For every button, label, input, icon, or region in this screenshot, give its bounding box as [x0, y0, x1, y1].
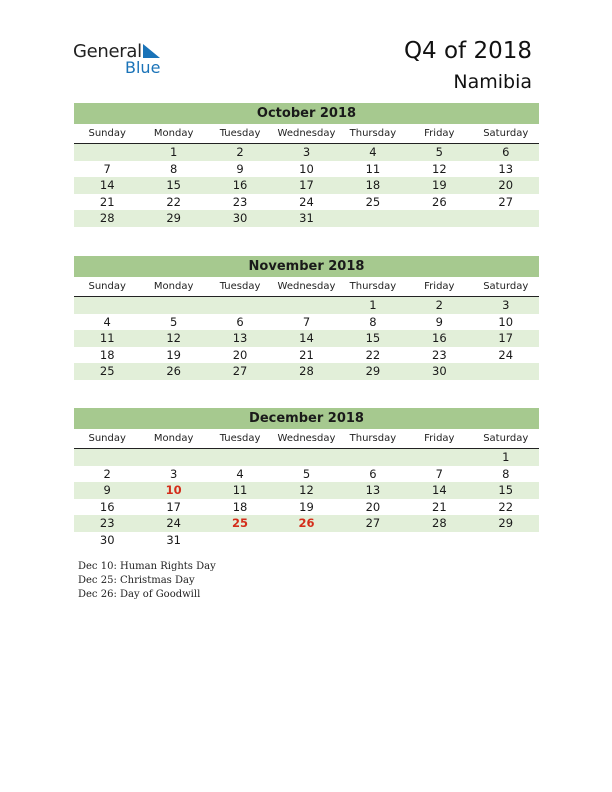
week-row: [74, 330, 539, 347]
day-cell: 29: [166, 211, 181, 225]
day-cell: [340, 210, 406, 227]
day-cell: 5: [169, 314, 178, 329]
day-cell: 13: [365, 483, 381, 497]
holiday-note: Dec 10: Human Rights Day: [78, 561, 216, 572]
day-cell: 4: [103, 314, 111, 329]
day-cell: 16: [432, 331, 447, 345]
day-cell: 28: [99, 211, 115, 225]
day-cell: 2: [435, 298, 443, 312]
month-october: [74, 103, 539, 227]
day-cell: 18: [365, 178, 381, 192]
day-cell: 14: [99, 178, 115, 192]
weekday-label: Sunday: [88, 281, 126, 292]
day-cell: 28: [432, 516, 447, 530]
day-cell: 6: [369, 466, 377, 481]
day-cell: 1: [369, 298, 377, 312]
day-cell: [140, 449, 206, 466]
day-cell: [74, 297, 140, 314]
day-cell: 24: [166, 516, 181, 530]
day-cell: 21: [432, 499, 447, 514]
week-row: [74, 210, 539, 227]
holiday-day-cell: 26: [298, 516, 315, 530]
day-cell: [74, 449, 140, 466]
day-cell: [273, 532, 339, 549]
week-row: [74, 532, 539, 549]
week-row: [74, 144, 539, 161]
weekday-label: Sunday: [88, 128, 126, 139]
day-cell: 19: [299, 499, 314, 514]
weekday-label: Friday: [424, 433, 455, 444]
day-cell: 23: [432, 347, 447, 362]
day-cell: 18: [99, 347, 115, 362]
day-cell: 7: [302, 314, 311, 329]
day-cell: [207, 297, 273, 314]
weekday-label: Sunday: [88, 433, 126, 444]
day-cell: [406, 449, 472, 466]
week-row: [74, 499, 539, 516]
day-cell: 29: [365, 364, 381, 378]
day-cell: 26: [432, 194, 447, 209]
month-november: [74, 256, 539, 380]
day-cell: 12: [432, 161, 447, 176]
month-title: December 2018: [74, 408, 539, 429]
weekday-header-row: [74, 429, 539, 449]
day-cell: 14: [432, 483, 447, 497]
day-cell: [473, 210, 539, 227]
week-row: [74, 466, 539, 483]
day-cell: 20: [365, 499, 381, 514]
day-cell: [273, 297, 339, 314]
day-cell: 17: [166, 499, 181, 514]
weekday-label: Saturday: [483, 128, 529, 139]
weekday-label: Friday: [424, 281, 455, 292]
day-cell: 31: [166, 532, 181, 547]
day-cell: 8: [502, 466, 510, 481]
weekday-label: Saturday: [483, 433, 529, 444]
day-cell: 8: [169, 161, 178, 176]
day-cell: 15: [498, 483, 514, 497]
week-row: [74, 194, 539, 211]
day-cell: 22: [365, 347, 381, 362]
day-cell: 4: [369, 145, 377, 159]
weekday-label: Thursday: [349, 433, 397, 444]
day-cell: 8: [369, 314, 377, 329]
day-cell: 3: [502, 298, 510, 312]
day-cell: 3: [302, 145, 311, 159]
day-cell: 3: [169, 466, 178, 481]
day-cell: 25: [365, 194, 381, 209]
weekday-label: Tuesday: [219, 433, 261, 444]
day-cell: 17: [498, 331, 514, 345]
day-cell: 15: [166, 178, 181, 192]
day-cell: 19: [432, 178, 447, 192]
day-cell: 16: [99, 499, 115, 514]
day-cell: 15: [365, 331, 381, 345]
day-cell: 19: [166, 347, 181, 362]
day-cell: 16: [232, 178, 248, 192]
weekday-label: Thursday: [349, 281, 397, 292]
day-cell: 27: [498, 194, 514, 209]
weekday-label: Tuesday: [219, 128, 261, 139]
day-cell: [207, 449, 273, 466]
weekday-label: Wednesday: [277, 433, 336, 444]
day-cell: 25: [99, 364, 115, 378]
day-cell: 13: [232, 331, 248, 345]
weekday-label: Friday: [424, 128, 455, 139]
day-cell: 6: [236, 314, 244, 329]
day-cell: 30: [432, 364, 447, 378]
day-cell: 28: [299, 364, 314, 378]
weekday-label: Monday: [153, 128, 194, 139]
week-row: [74, 314, 539, 331]
day-cell: 11: [232, 483, 248, 497]
weekday-label: Saturday: [483, 281, 529, 292]
day-cell: [473, 363, 539, 380]
holiday-notes: [78, 560, 216, 602]
day-cell: 5: [435, 145, 443, 159]
weekday-label: Wednesday: [277, 281, 336, 292]
day-cell: [74, 144, 140, 161]
day-cell: 10: [498, 314, 514, 329]
day-cell: 2: [103, 466, 111, 481]
week-row: [74, 482, 539, 499]
day-cell: 9: [435, 314, 443, 329]
day-cell: 13: [498, 161, 514, 176]
weekday-label: Tuesday: [219, 281, 261, 292]
day-cell: 24: [498, 347, 514, 362]
logo-text-general: General: [73, 41, 142, 62]
day-cell: 20: [498, 178, 514, 192]
day-cell: 18: [232, 499, 248, 514]
day-cell: 7: [435, 466, 443, 481]
weekday-label: Monday: [153, 433, 194, 444]
week-row: [74, 161, 539, 178]
weekday-label: Wednesday: [277, 128, 336, 139]
day-cell: 21: [99, 194, 115, 209]
day-cell: [207, 532, 273, 549]
day-cell: 26: [166, 364, 181, 378]
day-cell: 23: [232, 194, 248, 209]
day-cell: [406, 532, 472, 549]
day-cell: 5: [302, 466, 311, 481]
page-title: Q4 of 2018: [403, 38, 532, 64]
day-cell: 21: [299, 347, 314, 362]
day-cell: 31: [299, 211, 314, 225]
day-cell: 22: [166, 194, 181, 209]
day-cell: 11: [365, 161, 381, 176]
day-cell: 12: [299, 483, 314, 497]
day-cell: 23: [99, 516, 115, 530]
day-cell: [406, 210, 472, 227]
day-cell: 22: [498, 499, 514, 514]
day-cell: 30: [99, 532, 115, 547]
day-cell: 12: [166, 331, 181, 345]
weekday-label: Monday: [153, 281, 194, 292]
day-cell: 2: [236, 145, 244, 159]
day-cell: 9: [236, 161, 244, 176]
weekday-header-row: [74, 277, 539, 297]
day-cell: [340, 449, 406, 466]
month-december: [74, 408, 539, 548]
day-cell: 1: [502, 450, 510, 464]
weekday-label: Thursday: [349, 128, 397, 139]
day-cell: 9: [103, 483, 111, 497]
day-cell: 17: [299, 178, 314, 192]
country-name: Namibia: [453, 71, 532, 93]
day-cell: 30: [232, 211, 248, 225]
logo-text-blue: Blue: [125, 58, 161, 77]
day-cell: [340, 532, 406, 549]
day-cell: 14: [299, 331, 314, 345]
day-cell: 27: [365, 516, 381, 530]
day-cell: 10: [299, 161, 314, 176]
day-cell: 20: [232, 347, 248, 362]
week-row: [74, 177, 539, 194]
week-row: [74, 363, 539, 380]
general-blue-logo: [73, 41, 173, 81]
month-title: October 2018: [74, 103, 539, 124]
holiday-day-cell: 25: [232, 516, 249, 530]
day-cell: 6: [502, 145, 510, 159]
day-cell: 24: [299, 194, 314, 209]
day-cell: 29: [498, 516, 514, 530]
week-row: [74, 297, 539, 314]
week-row: [74, 347, 539, 364]
holiday-note: Dec 26: Day of Goodwill: [78, 589, 201, 600]
week-row: [74, 515, 539, 532]
day-cell: 11: [99, 331, 115, 345]
week-row: [74, 449, 539, 466]
holiday-note: Dec 25: Christmas Day: [78, 575, 195, 586]
day-cell: 4: [236, 466, 244, 481]
day-cell: [473, 532, 539, 549]
day-cell: 27: [232, 364, 248, 378]
day-cell: [273, 449, 339, 466]
day-cell: [140, 297, 206, 314]
day-cell: 7: [103, 161, 111, 176]
weekday-header-row: [74, 124, 539, 144]
month-title: November 2018: [74, 256, 539, 277]
holiday-day-cell: 10: [165, 483, 182, 497]
day-cell: 1: [169, 145, 178, 159]
